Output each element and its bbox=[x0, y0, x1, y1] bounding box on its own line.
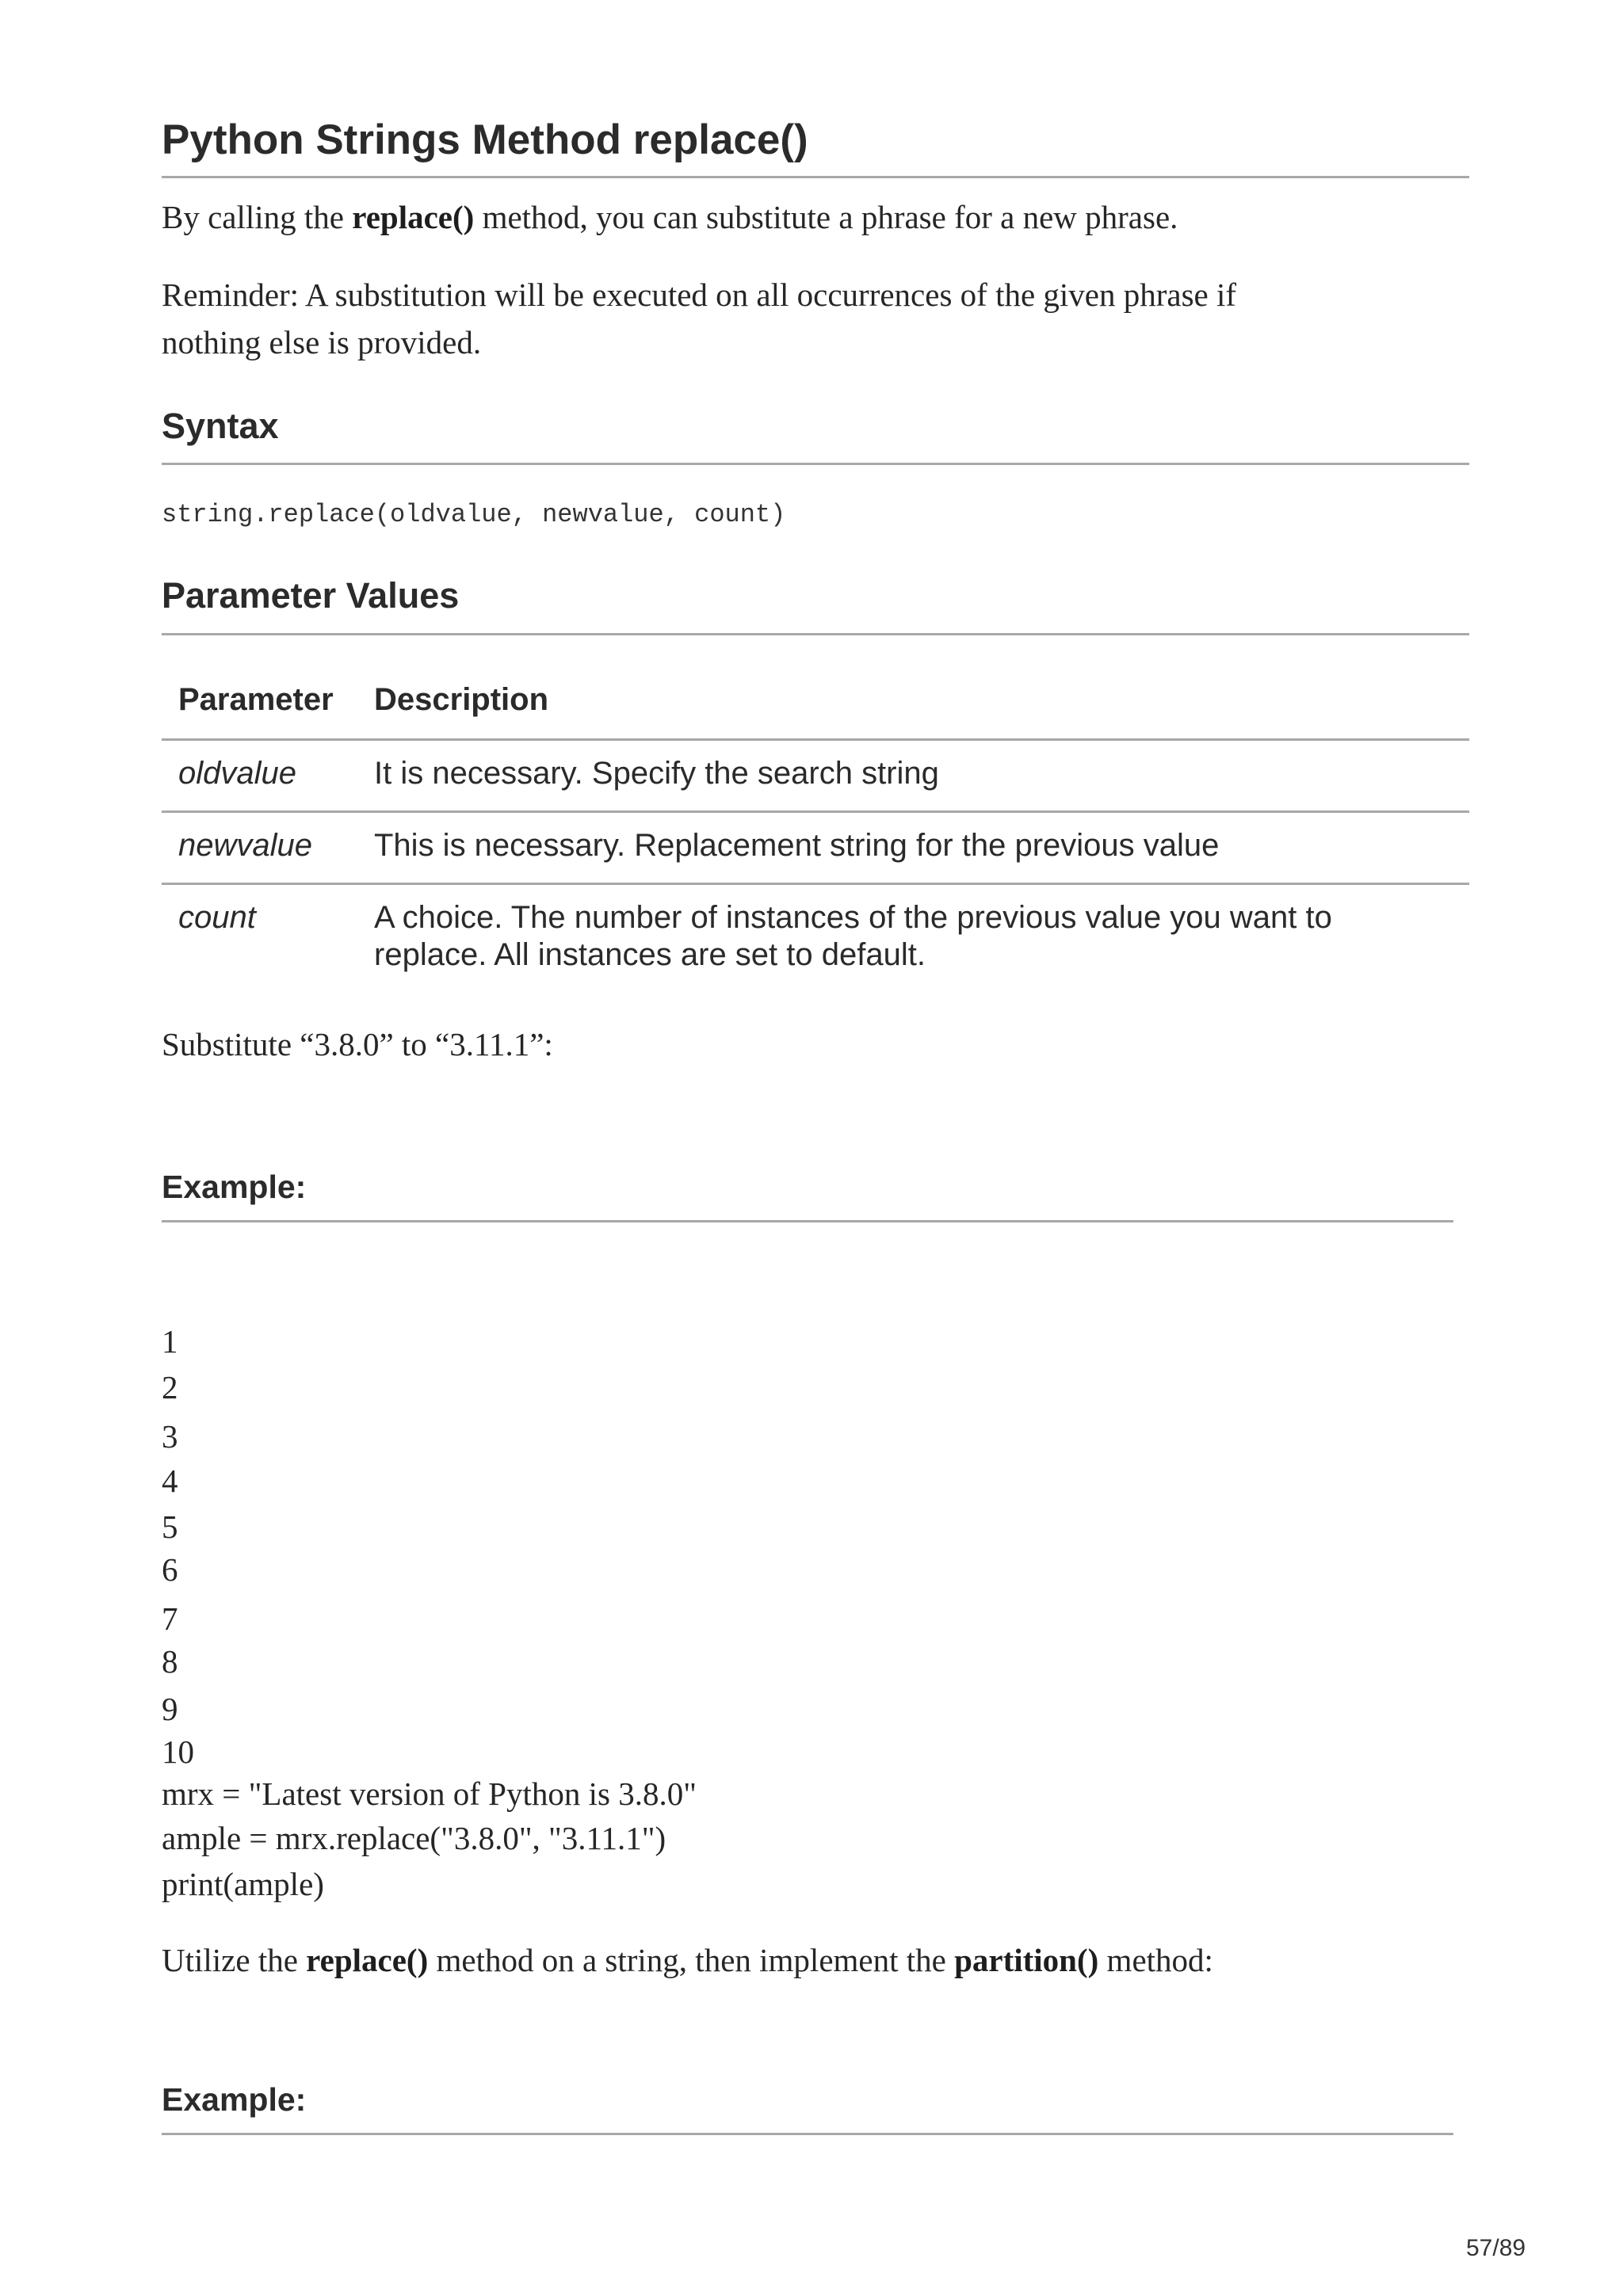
table-row bbox=[162, 813, 1469, 885]
example-2-heading: Example: bbox=[162, 2081, 307, 2118]
parameter-name: oldvalue bbox=[178, 756, 297, 791]
intro-method-name: replace() bbox=[352, 199, 475, 235]
utilize-paragraph bbox=[162, 1936, 1213, 1984]
syntax-heading: Syntax bbox=[162, 406, 279, 446]
line-number: 9 bbox=[162, 1691, 178, 1727]
parameter-table-header bbox=[162, 672, 1469, 741]
table-row bbox=[162, 885, 1469, 988]
line-number: 7 bbox=[162, 1600, 178, 1637]
reminder-paragraph bbox=[162, 271, 1236, 366]
utilize-prefix: Utilize the bbox=[162, 1942, 307, 1978]
parameter-description-line-2: replace. All instances are set to default. bbox=[374, 937, 926, 972]
parameter-description bbox=[374, 899, 1452, 974]
line-number: 4 bbox=[162, 1463, 178, 1499]
line-number: 2 bbox=[162, 1369, 178, 1405]
example-1-divider bbox=[162, 1220, 1453, 1222]
table-row bbox=[162, 741, 1469, 813]
intro-prefix: By calling the bbox=[162, 199, 353, 235]
page-number: 57/89 bbox=[1466, 2235, 1526, 2261]
utilize-method-1: replace() bbox=[306, 1942, 429, 1978]
parameter-name: count bbox=[178, 900, 256, 935]
utilize-middle: method on a string, then implement the bbox=[428, 1942, 955, 1978]
line-number: 6 bbox=[162, 1551, 178, 1588]
title-divider bbox=[162, 176, 1469, 178]
intro-paragraph bbox=[162, 193, 1178, 241]
parameter-description: This is necessary. Replacement string for the previous value bbox=[374, 828, 1220, 863]
parameter-table bbox=[162, 672, 1469, 988]
parameter-column-header: Parameter bbox=[178, 682, 334, 717]
reminder-line-2: nothing else is provided. bbox=[162, 324, 482, 360]
parameter-description: It is necessary. Specify the search string bbox=[374, 756, 939, 791]
line-number: 5 bbox=[162, 1508, 178, 1545]
example-1-heading: Example: bbox=[162, 1169, 307, 1205]
syntax-divider bbox=[162, 463, 1469, 465]
line-number: 3 bbox=[162, 1418, 178, 1455]
parameter-name: newvalue bbox=[178, 828, 313, 863]
line-number: 10 bbox=[162, 1733, 194, 1770]
parameter-values-divider bbox=[162, 633, 1469, 635]
code-line: ample = mrx.replace("3.8.0", "3.11.1") bbox=[162, 1820, 666, 1856]
reminder-line-1: Reminder: A substitution will be executed on all occurrences of the given phrase if bbox=[162, 277, 1237, 313]
intro-suffix: method, you can substitute a phrase for a new phrase. bbox=[474, 199, 1178, 235]
utilize-suffix: method: bbox=[1098, 1942, 1213, 1978]
code-line: print(ample) bbox=[162, 1866, 324, 1902]
utilize-method-2: partition() bbox=[954, 1942, 1099, 1978]
description-column-header: Description bbox=[374, 682, 549, 717]
line-number: 8 bbox=[162, 1643, 178, 1680]
page-title: Python Strings Method replace() bbox=[162, 116, 808, 163]
syntax-code: string.replace(oldvalue, newvalue, count) bbox=[162, 500, 786, 529]
code-line: mrx = "Latest version of Python is 3.8.0" bbox=[162, 1775, 697, 1812]
example-2-divider bbox=[162, 2133, 1453, 2135]
line-number: 1 bbox=[162, 1323, 178, 1360]
parameter-values-heading: Parameter Values bbox=[162, 575, 460, 616]
substitute-paragraph: Substitute “3.8.0” to “3.11.1”: bbox=[162, 1026, 553, 1062]
parameter-description-line-1: A choice. The number of instances of the previous value you want to bbox=[374, 900, 1332, 935]
